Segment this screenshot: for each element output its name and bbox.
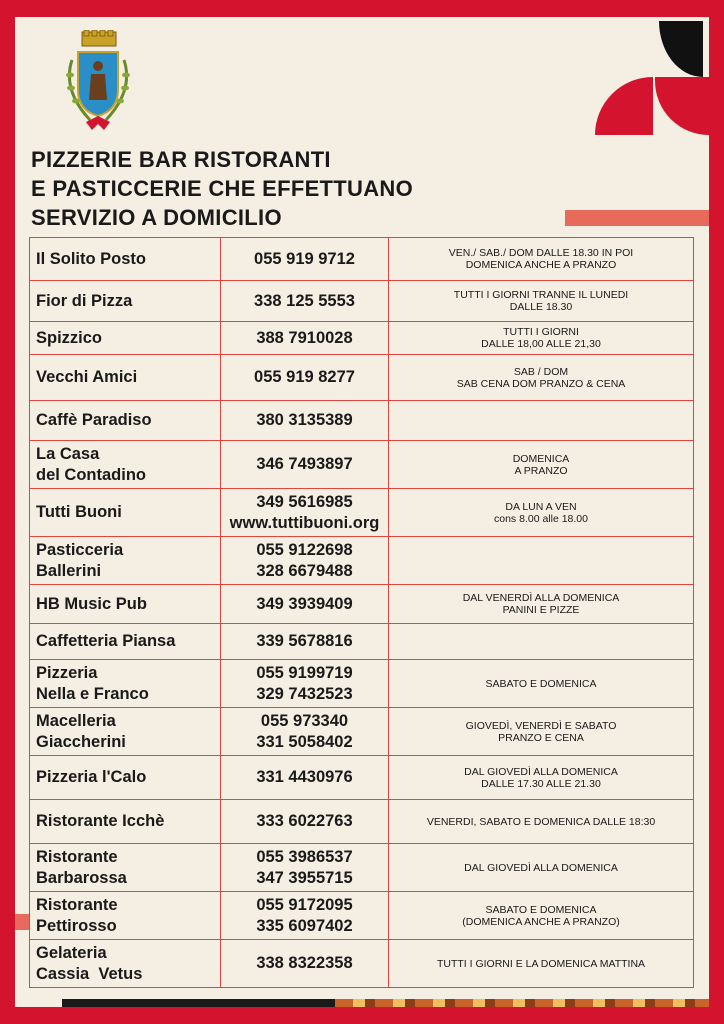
business-phone: 349 5616985 www.tuttibuoni.org (221, 489, 389, 537)
business-phone: 055 9172095 335 6097402 (221, 892, 389, 940)
table-row (30, 660, 694, 708)
business-hours: DA LUN A VEN cons 8.00 alle 18.00 (389, 489, 694, 537)
business-phone: 055 919 9712 (221, 238, 389, 281)
business-phone: 331 4430976 (221, 756, 389, 800)
title-line-1: PIZZERIE BAR RISTORANTI (31, 147, 331, 172)
table-row (30, 355, 694, 401)
business-name: Ristorante Pettirosso (30, 892, 221, 940)
business-hours: TUTTI I GIORNI DALLE 18,00 ALLE 21,30 (389, 322, 694, 355)
table-row (30, 800, 694, 844)
business-hours (389, 401, 694, 441)
business-hours (389, 624, 694, 660)
business-phone: 338 125 5553 (221, 281, 389, 322)
business-hours: GIOVEDÌ, VENERDÌ E SABATO PRANZO E CENA (389, 708, 694, 756)
business-hours (389, 537, 694, 585)
corner-decoration-red (595, 77, 653, 135)
business-name: Fior di Pizza (30, 281, 221, 322)
business-name: Il Solito Posto (30, 238, 221, 281)
table-row (30, 708, 694, 756)
table-row (30, 585, 694, 624)
listings-table (29, 237, 694, 988)
business-name: Caffè Paradiso (30, 401, 221, 441)
business-hours: TUTTI I GIORNI E LA DOMENICA MATTINA (389, 940, 694, 988)
business-hours: SABATO E DOMENICA (389, 660, 694, 708)
table-row (30, 281, 694, 322)
business-phone: 339 5678816 (221, 624, 389, 660)
business-phone: 055 919 8277 (221, 355, 389, 401)
business-phone: 333 6022763 (221, 800, 389, 844)
business-phone: 380 3135389 (221, 401, 389, 441)
business-hours: TUTTI I GIORNI TRANNE IL LUNEDI DALLE 18.30 (389, 281, 694, 322)
business-phone: 055 9199719 329 7432523 (221, 660, 389, 708)
accent-bar (565, 210, 709, 226)
business-name: La Casa del Contadino (30, 441, 221, 489)
title-line-2: E PASTICCERIE CHE EFFETTUANO (31, 176, 414, 201)
table-row (30, 940, 694, 988)
pizza-photo-strip (335, 999, 709, 1007)
business-phone: 055 9122698 328 6679488 (221, 537, 389, 585)
corner-decoration-black (659, 21, 703, 77)
website-link[interactable]: www.tuttibuoni.org (229, 513, 380, 532)
business-name: Macelleria Giaccherini (30, 708, 221, 756)
business-hours: VENERDI, SABATO E DOMENICA DALLE 18:30 (389, 800, 694, 844)
corner-decoration-red-2 (655, 77, 709, 135)
business-phone: 338 8322358 (221, 940, 389, 988)
table-row (30, 892, 694, 940)
business-name: HB Music Pub (30, 585, 221, 624)
business-hours: DAL VENERDÌ ALLA DOMENICA PANINI E PIZZE (389, 585, 694, 624)
table-row (30, 489, 694, 537)
accent-mark-left (15, 914, 29, 930)
business-name: Vecchi Amici (30, 355, 221, 401)
business-hours: SAB / DOM SAB CENA DOM PRANZO & CENA (389, 355, 694, 401)
business-name: Pasticceria Ballerini (30, 537, 221, 585)
table-row (30, 322, 694, 355)
business-name: Caffetteria Piansa (30, 624, 221, 660)
business-hours: SABATO E DOMENICA (DOMENICA ANCHE A PRANZO) (389, 892, 694, 940)
business-name: Tutti Buoni (30, 489, 221, 537)
page-title (31, 145, 413, 232)
business-phone: 388 7910028 (221, 322, 389, 355)
business-hours: VEN./ SAB./ DOM DALLE 18.30 IN POI DOMENICA ANCHE A PRANZO (389, 238, 694, 281)
flyer-page (15, 17, 709, 1007)
table-row (30, 401, 694, 441)
coat-of-arms-icon (62, 30, 134, 132)
table-row (30, 537, 694, 585)
title-line-3: SERVIZIO A DOMICILIO (31, 205, 282, 230)
business-phone: 349 3939409 (221, 585, 389, 624)
table-row (30, 441, 694, 489)
business-phone: 055 3986537 347 3955715 (221, 844, 389, 892)
business-name: Ristorante Barbarossa (30, 844, 221, 892)
table-row (30, 844, 694, 892)
table-row (30, 238, 694, 281)
business-name: Spizzico (30, 322, 221, 355)
business-hours: DOMENICA A PRANZO (389, 441, 694, 489)
business-name: Gelateria Cassia Vetus (30, 940, 221, 988)
table-row (30, 756, 694, 800)
business-hours: DAL GIOVEDÌ ALLA DOMENICA DALLE 17.30 ALLE 21.30 (389, 756, 694, 800)
business-name: Pizzeria Nella e Franco (30, 660, 221, 708)
business-name: Ristorante Icchè (30, 800, 221, 844)
table-row (30, 624, 694, 660)
business-name: Pizzeria l'Calo (30, 756, 221, 800)
business-phone: 346 7493897 (221, 441, 389, 489)
business-phone: 055 973340 331 5058402 (221, 708, 389, 756)
business-hours: DAL GIOVEDÌ ALLA DOMENICA (389, 844, 694, 892)
